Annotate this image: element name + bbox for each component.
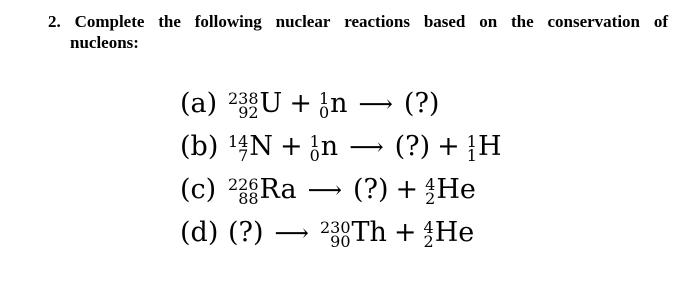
element-symbol: n	[330, 88, 348, 119]
question-word: following	[194, 12, 262, 31]
mass-number: 4	[423, 217, 434, 237]
atomic-number: 7	[238, 145, 249, 165]
reaction-arrow: ⟶	[358, 89, 393, 118]
mass-number: 14	[228, 131, 249, 151]
question-word: based	[423, 12, 466, 31]
nuclide	[425, 174, 476, 208]
atomic-number: 1	[466, 145, 477, 165]
reaction-label: (d)	[180, 217, 219, 248]
atomic-number: 2	[423, 231, 434, 251]
question-word: Complete	[74, 12, 145, 31]
unknown-product: (?)	[228, 217, 264, 248]
reaction-list	[180, 82, 502, 254]
nuclide-scripts	[228, 174, 259, 208]
nuclide-scripts	[228, 88, 259, 122]
nuclide	[466, 131, 502, 165]
atomic-number: 0	[318, 102, 330, 122]
mass-number: 238	[228, 88, 259, 108]
element-symbol: N	[249, 131, 273, 162]
plus-sign: +	[279, 131, 303, 162]
question-line-1	[48, 11, 668, 32]
question-number: 2.	[48, 12, 61, 31]
unknown-product: (?)	[403, 88, 440, 119]
reaction-label: (a)	[180, 88, 218, 119]
nuclide-scripts	[228, 131, 249, 165]
unknown-product: (?)	[394, 131, 431, 162]
element-symbol: He	[436, 174, 476, 205]
reaction-arrow: ⟶	[274, 218, 309, 247]
nuclide-scripts	[309, 131, 320, 165]
question-text	[48, 11, 668, 53]
mass-number: 230	[319, 217, 351, 237]
nuclide	[309, 131, 339, 165]
question-word: nuclear	[275, 12, 331, 31]
question-word: on	[479, 12, 498, 31]
reaction-row	[180, 125, 502, 168]
atomic-number: 92	[238, 102, 259, 122]
nuclide	[319, 217, 387, 251]
atomic-number: 2	[425, 188, 436, 208]
nuclide	[423, 217, 475, 251]
reaction-row	[180, 82, 502, 125]
question-word: the	[158, 12, 181, 31]
plus-sign: +	[393, 217, 417, 248]
nuclide	[228, 131, 273, 165]
nuclide-scripts	[319, 217, 351, 251]
reaction-row	[180, 211, 502, 254]
nuclide-scripts	[466, 131, 477, 165]
nuclide-scripts	[318, 88, 330, 122]
question-word: reactions	[344, 12, 410, 31]
atomic-number: 90	[330, 231, 351, 251]
question-line-2: nucleons:	[70, 33, 139, 52]
atomic-number: 88	[238, 188, 259, 208]
element-symbol: U	[259, 88, 283, 119]
nuclide-scripts	[423, 217, 434, 251]
question-word: conservation	[547, 12, 641, 31]
nuclide	[318, 88, 348, 122]
reaction-arrow: ⟶	[307, 175, 342, 204]
nuclide	[228, 174, 297, 208]
question-word: the	[510, 12, 534, 31]
reaction-label: (b)	[180, 131, 219, 162]
reaction-arrow: ⟶	[349, 132, 384, 161]
mass-number: 1	[466, 131, 477, 151]
unknown-product: (?)	[353, 174, 389, 205]
plus-sign: +	[437, 131, 460, 162]
element-symbol: Ra	[259, 174, 297, 205]
reaction-label: (c)	[180, 174, 217, 205]
nuclide	[228, 88, 283, 122]
reaction-row	[180, 168, 502, 211]
atomic-number: 0	[309, 145, 320, 165]
plus-sign: +	[289, 88, 312, 119]
mass-number: 1	[309, 131, 320, 151]
mass-number: 4	[425, 174, 436, 194]
mass-number: 1	[318, 88, 330, 108]
mass-number: 226	[228, 174, 259, 194]
nuclide-scripts	[425, 174, 436, 208]
element-symbol: H	[477, 131, 502, 162]
question-word: of	[653, 12, 668, 31]
plus-sign: +	[395, 174, 419, 205]
element-symbol: He	[434, 217, 475, 248]
element-symbol: Th	[351, 217, 387, 248]
element-symbol: n	[320, 131, 339, 162]
